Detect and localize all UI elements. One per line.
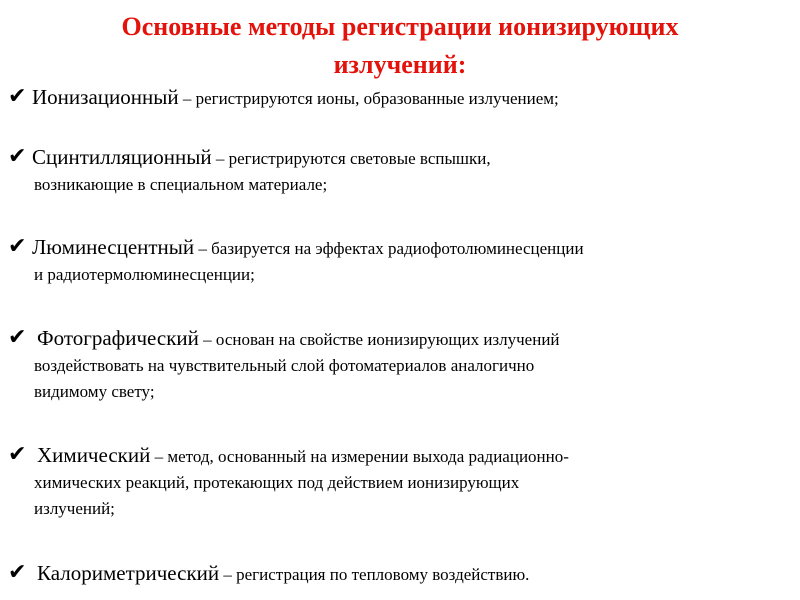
method-term: Калориметрический [37,561,220,585]
method-term: Ионизационный [32,85,179,109]
checkmark-icon: ✔ [8,325,27,350]
slide-title-line-1: Основные методы регистрации ионизирующих [121,12,679,41]
list-item-chemical [8,442,783,522]
method-term: Химический [37,443,151,467]
slide-title-line-2: излучений: [333,50,467,79]
method-description-continued: и радиотермолюминесценции; [34,265,255,284]
method-term: Фотографический [37,326,199,350]
method-description-continued: воздействовать на чувствительный слой фотоматериалов аналогично [34,356,535,375]
method-description: – регистрация по тепловому воздействию. [219,565,530,584]
list-item-luminescence [8,234,783,288]
method-description: – регистрируются ионы, образованные излучением; [178,89,559,108]
method-description-continued: возникающие в специальном материале; [34,175,328,194]
method-description: – регистрируются световые вспышки, [211,149,491,168]
method-description-continued: химических реакций, протекающих под действием ионизирующих [34,473,520,492]
method-description-continued: видимому свету; [34,382,155,401]
method-description: – основан на свойстве ионизирующих излучений [198,330,560,349]
checkmark-icon: ✔ [8,442,27,467]
slide-title [0,8,800,84]
method-description: – базируется на эффектах радиофотолюминесценции [194,239,584,258]
list-item-ionization [8,84,783,112]
checkmark-icon: ✔ [8,234,27,259]
method-term: Люминесцентный [32,235,195,259]
checkmark-icon: ✔ [8,84,27,109]
method-description-continued: излучений; [34,499,115,518]
checkmark-icon: ✔ [8,560,27,585]
method-term: Сцинтилляционный [32,145,212,169]
list-item-photographic [8,325,783,405]
list-item-scintillation [8,144,783,198]
list-item-calorimetric [8,560,783,588]
checkmark-icon: ✔ [8,144,27,169]
method-description: – метод, основанный на измерении выхода радиационно- [150,447,569,466]
